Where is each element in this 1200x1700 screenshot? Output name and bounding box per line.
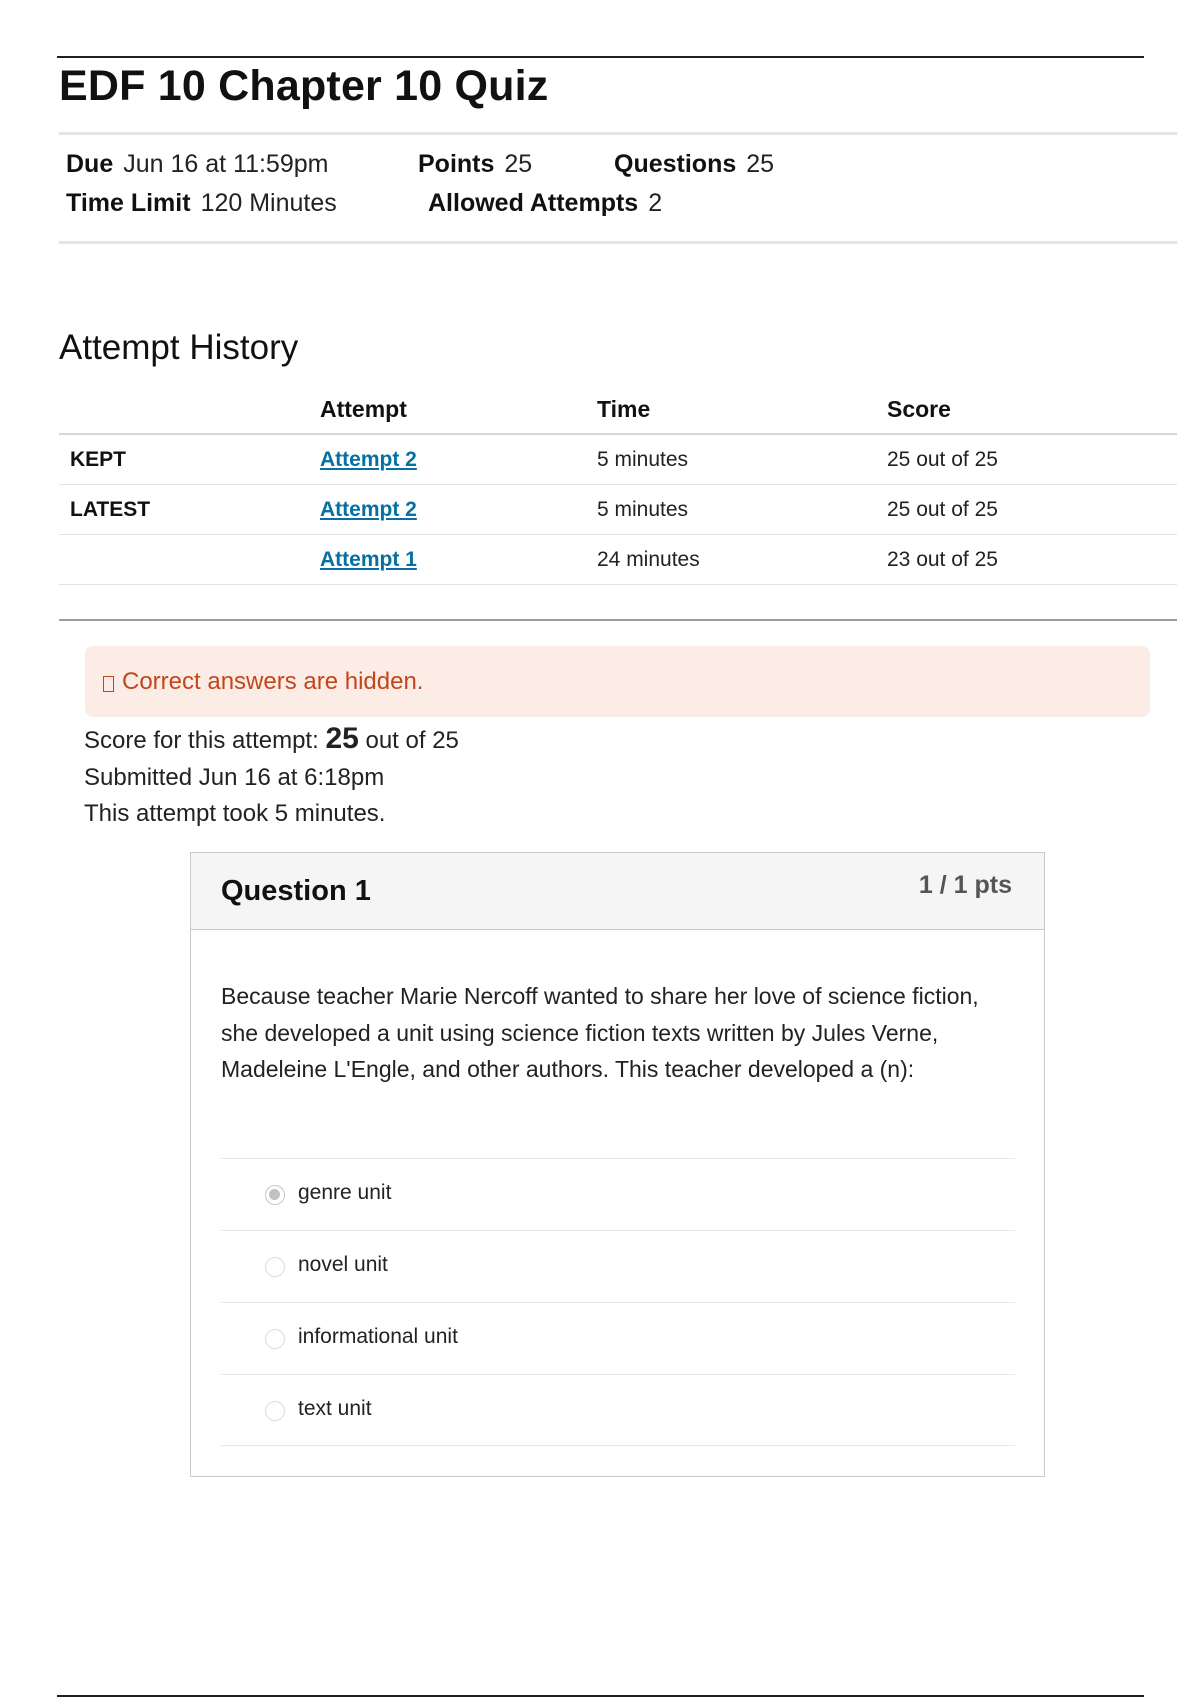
attempt-time: 5 minutes: [597, 485, 887, 535]
attempt-history-title: Attempt History: [59, 328, 299, 367]
points-label: Points: [418, 150, 495, 178]
radio-empty-icon: [265, 1257, 285, 1277]
radio-empty-icon: [265, 1401, 285, 1421]
answer-option: [221, 1302, 1015, 1374]
info-icon: [103, 676, 114, 692]
questions-detail: [614, 150, 774, 179]
attempt-score: 25 out of 25: [887, 485, 1177, 535]
attempt-time: 5 minutes: [597, 434, 887, 485]
page-title: EDF 10 Chapter 10 Quiz: [59, 62, 549, 110]
points-detail: [418, 150, 532, 179]
column-header-score: Score: [887, 385, 1177, 434]
time-limit-value: 120 Minutes: [200, 189, 337, 217]
question-text: Because teacher Marie Nercoff wanted to share her love of science fiction, she developed a unit using science fiction texts written by Jules Verne, Madeleine L'Engle, and other authors. This teacher developed a (n):: [221, 983, 979, 1082]
history-divider: [59, 619, 1177, 621]
bottom-divider: [57, 1695, 1144, 1697]
details-divider: [59, 241, 1177, 244]
attempt-history-table: [59, 385, 1177, 585]
duration-line: This attempt took 5 minutes.: [84, 800, 386, 827]
column-header-time: Time: [597, 385, 887, 434]
column-header-attempt: Attempt: [320, 385, 597, 434]
time-limit-detail: [66, 189, 337, 218]
score-suffix: out of 25: [358, 727, 459, 754]
points-value: 25: [504, 150, 533, 178]
hidden-answers-alert: [85, 646, 1150, 717]
score-value: 25: [325, 722, 359, 755]
attempt-link[interactable]: Attempt 1: [320, 547, 417, 571]
answer-list: [221, 1158, 1015, 1446]
question-header: [191, 853, 1044, 930]
table-header-row: [59, 385, 1177, 434]
allowed-attempts-detail: [428, 189, 662, 218]
attempt-link[interactable]: Attempt 2: [320, 497, 417, 521]
attempt-status: KEPT: [59, 434, 320, 485]
answer-label: informational unit: [298, 1325, 458, 1348]
answer-option: [221, 1158, 1015, 1230]
answer-label: novel unit: [298, 1253, 388, 1276]
radio-selected-icon: [265, 1185, 285, 1205]
table-row: [59, 434, 1177, 485]
attempt-score: 23 out of 25: [887, 535, 1177, 585]
score-prefix: Score for this attempt:: [84, 727, 326, 754]
question-card: [190, 852, 1045, 1477]
submitted-line: Submitted Jun 16 at 6:18pm: [84, 764, 385, 791]
top-divider: [57, 56, 1144, 58]
question-title: Question 1: [221, 875, 371, 907]
attempt-link[interactable]: Attempt 2: [320, 447, 417, 471]
alert-text: Correct answers are hidden.: [122, 667, 424, 695]
attempt-score-line: [84, 722, 459, 756]
answer-option: [221, 1374, 1015, 1446]
attempt-score: 25 out of 25: [887, 434, 1177, 485]
allowed-attempts-label: Allowed Attempts: [428, 189, 639, 217]
answer-option: [221, 1230, 1015, 1302]
time-limit-label: Time Limit: [66, 189, 191, 217]
radio-empty-icon: [265, 1329, 285, 1349]
table-row: [59, 535, 1177, 585]
answer-label: text unit: [298, 1397, 372, 1420]
questions-label: Questions: [614, 150, 737, 178]
attempt-time: 24 minutes: [597, 535, 887, 585]
answer-label: genre unit: [298, 1181, 392, 1204]
question-points: 1 / 1 pts: [918, 871, 1012, 899]
due-label: Due: [66, 150, 114, 178]
attempt-status: LATEST: [59, 485, 320, 535]
title-divider: [59, 132, 1177, 135]
due-detail: [66, 150, 328, 179]
attempt-status: [59, 535, 320, 585]
questions-value: 25: [746, 150, 775, 178]
column-header-status: [59, 385, 320, 434]
due-value: Jun 16 at 11:59pm: [123, 150, 329, 178]
table-row: [59, 485, 1177, 535]
allowed-attempts-value: 2: [648, 189, 663, 217]
